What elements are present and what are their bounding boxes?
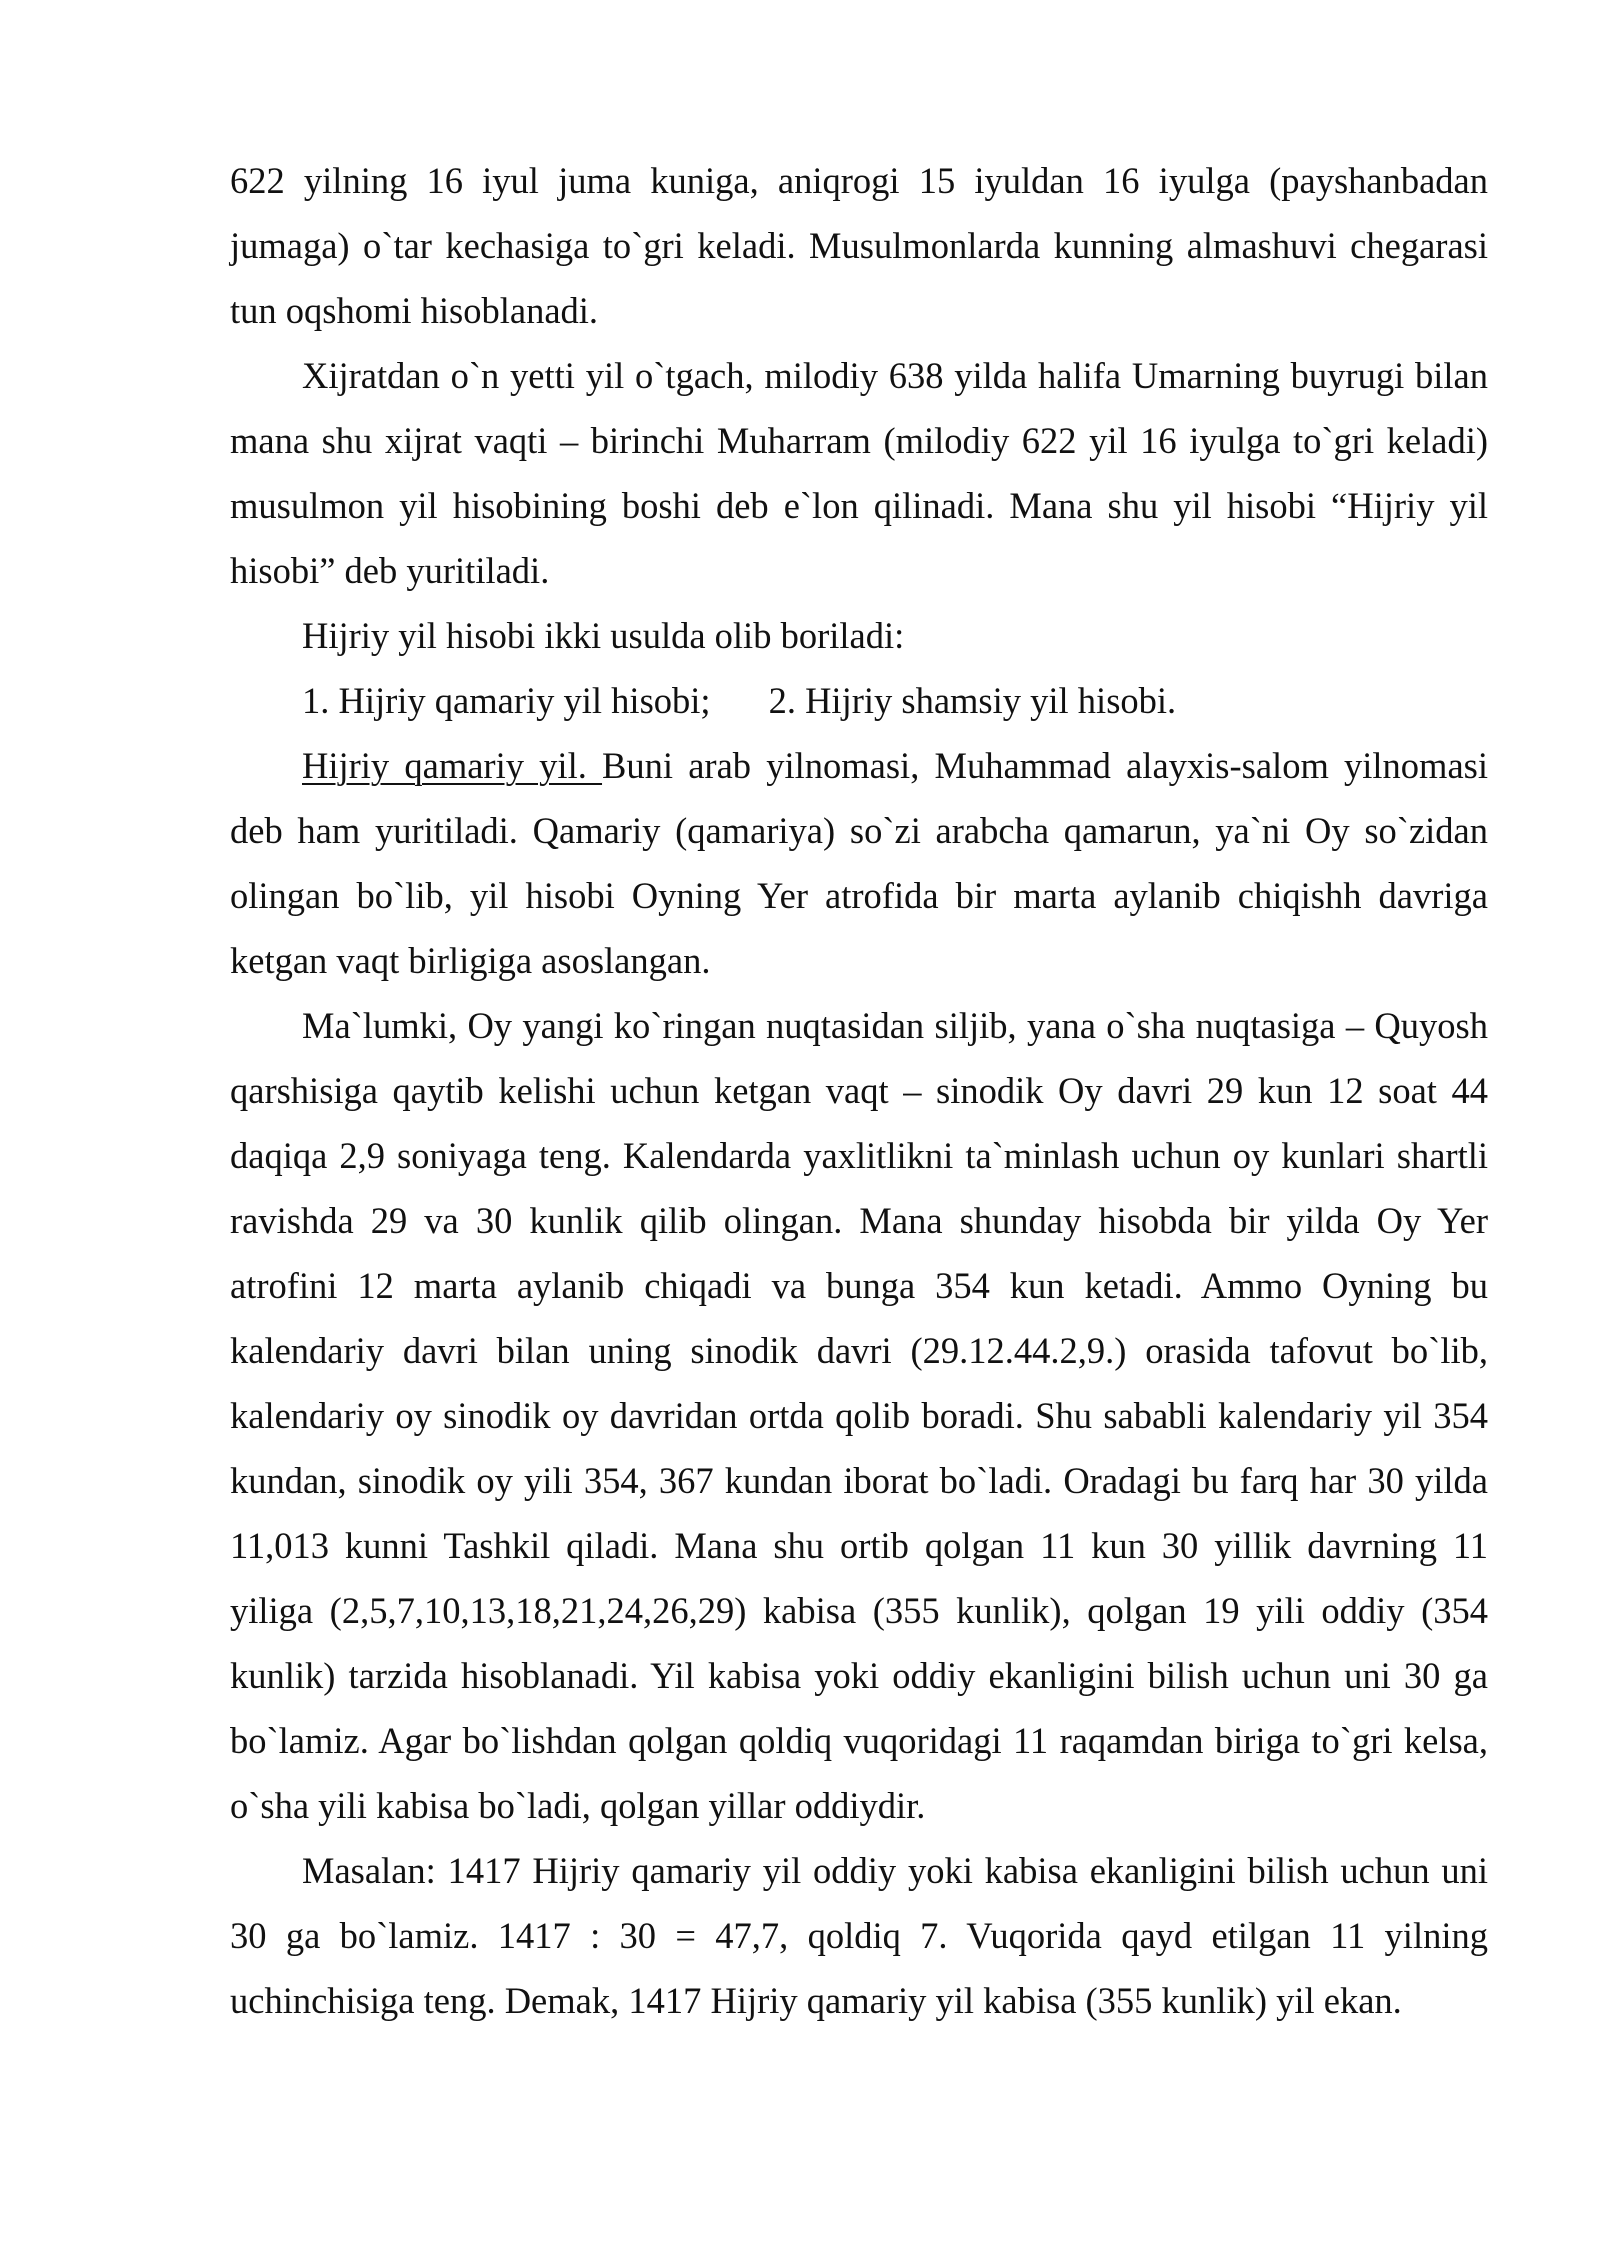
paragraph-5: Ma`lumki, Oy yangi ko`ringan nuqtasidan siljib, yana o`sha nuqtasiga – Quyosh qarshisiga qaytib kelishi uchun ketgan vaqt – sinodik Oy davri 29 kun 12 soat 44 daqiqa 2,9 soniyaga teng. Kalendarda yaxlitlikni ta`minlash uchun oy kunlari shartli ravishda 29 va 30 kunlik qilib olingan. Mana shunday hisobda bir yilda Oy Yer atrofini 12 marta aylanib chiqadi va bunga 354 kun ketadi. Ammo Oyning bu kalendariy davri bilan uning sinodik davri (29.12.44.2,9.) orasida tafovut bo`lib, kalendariy oy sinodik oy davridan ortda qolib boradi. Shu sababli kalendariy yil 354 kundan, sinodik oy yili 354, 367 kundan iborat bo`ladi. Oradagi bu farq har 30 yilda 11,013 kunni Tashkil qiladi. Mana shu ortib qolgan 11 kun 30 yillik davrning 11 yiliga (2,5,7,10,13,18,21,24,26,29) kabisa (355 kunlik), qolgan 19 yili oddiy (354 kunlik) tarzida hisoblanadi. Yil kabisa yoki oddiy ekanligini bilish uchun uni 30 ga bo`lamiz. Agar bo`lishdan qolgan qoldiq vuqoridagi 11 raqamdan biriga to`gri kelsa, o`sha yili kabisa bo`ladi, qolgan yillar oddiydir. (230, 1005, 1488, 1826)
paragraph-4 (230, 733, 1488, 993)
paragraph-2: Xijratdan o`n yetti yil o`tgach, milodiy 638 yilda halifa Umarning buyrugi bilan mana shu xijrat vaqti – birinchi Muharram (milodiy 622 yil 16 iyulga to`gri keladi) musulmon yil hisobining boshi deb e`lon qilinadi. Mana shu yil hisobi “Hijriy yil hisobi” deb yuritiladi. (230, 355, 1488, 591)
hijriy-methods-list (230, 668, 1488, 733)
paragraph-1: 622 yilning 16 iyul juma kuniga, aniqrogi 15 iyuldan 16 iyulga (payshanbadan jumaga) o`tar kechasiga to`gri keladi. Musulmonlarda kunning almashuvi chegarasi tun oqshomi hisoblanadi. (230, 160, 1488, 331)
paragraph-3: Hijriy yil hisobi ikki usulda olib boriladi: (302, 615, 905, 656)
document-page (230, 148, 1488, 2033)
section-heading-hijriy-qamariy: Hijriy qamariy yil. (302, 745, 603, 786)
paragraph-6: Masalan: 1417 Hijriy qamariy yil oddiy yoki kabisa ekanligini bilish uchun uni 30 ga bo`lamiz. 1417 : 30 = 47,7, qoldiq 7. Vuqorida qayd etilgan 11 yilning uchinchisiga teng. Demak, 1417 Hijriy qamariy yil kabisa (355 kunlik) yil ekan. (230, 1850, 1488, 2021)
list-item-1: 1. Hijriy qamariy yil hisobi; (302, 680, 711, 721)
paragraph-4-text: Buni arab yilnomasi, Muhammad alayxis-salom yilnomasi deb ham yuritiladi. Qamariy (qamariya) so`zi arabcha qamarun, ya`ni Oy so`zidan olingan bo`lib, yil hisobi Oyning Yer atrofida bir marta aylanib chiqishh davriga ketgan vaqt birligiga asoslangan. (230, 745, 1488, 981)
list-item-2: 2. Hijriy shamsiy yil hisobi. (768, 680, 1177, 721)
